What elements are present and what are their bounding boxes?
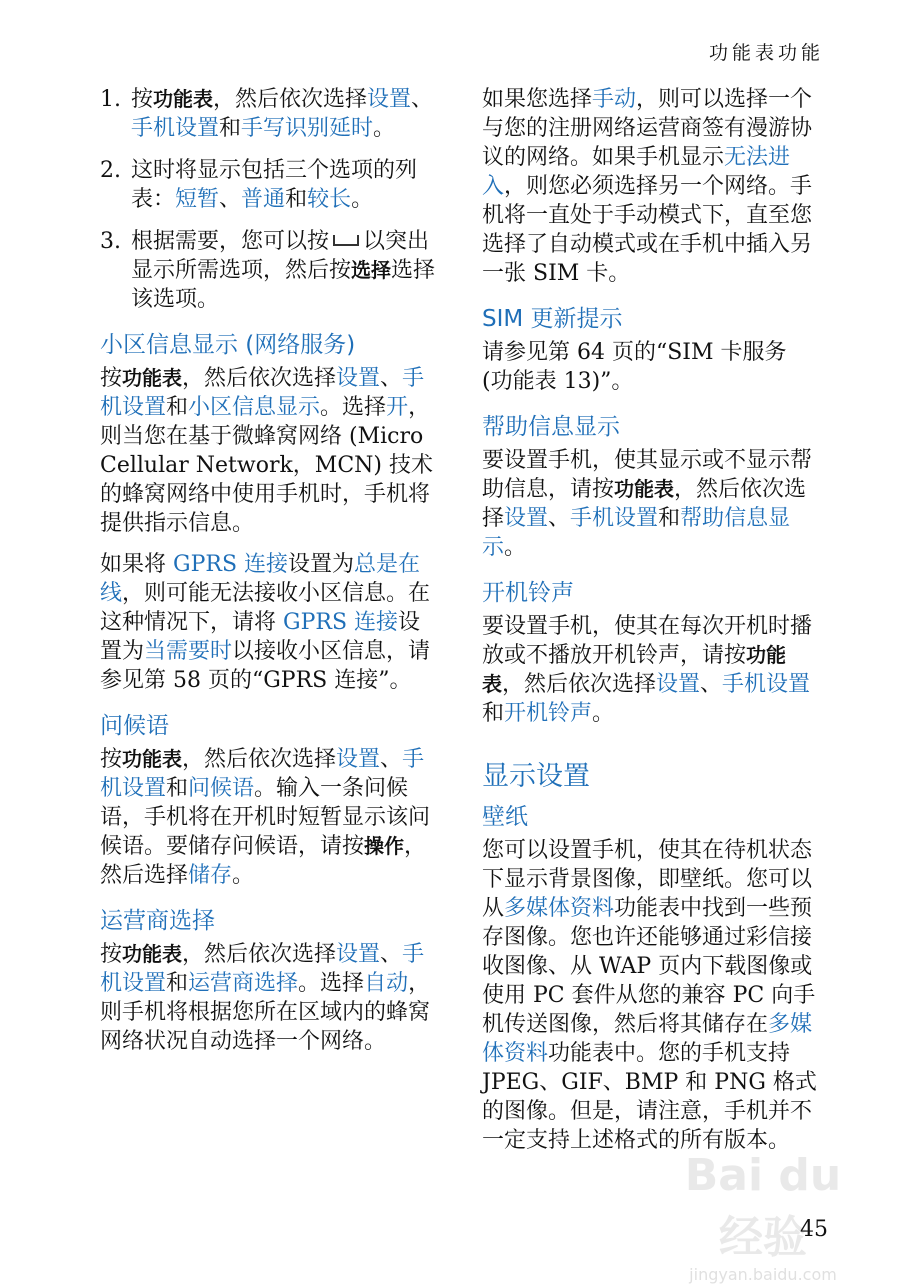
link-gprs-connection[interactable]: GPRS 连接 — [283, 610, 399, 635]
section-title-startup-tone: 开机铃声 — [482, 580, 574, 606]
link-settings[interactable]: 设置 — [504, 506, 549, 531]
link-settings[interactable]: 设置 — [367, 87, 412, 112]
link-long[interactable]: 较长 — [307, 187, 352, 212]
paragraph: 按功能表，然后依次选择设置、手机设置和运营商选择。选择自动，则手机将根据您所在区域内的蜂窝网络状况自动选择一个网络。 — [100, 942, 431, 1054]
paragraph: 按功能表，然后依次选择设置、手机设置和小区信息显示。选择开，则当您在基于微蜂窝网络 (Micro Cellular Network，MCN) 技术的蜂窝网络中使用手机时，手机将提供指示信息。 — [100, 366, 433, 536]
link-no-access[interactable]: 无法进入 — [482, 145, 791, 199]
link-save[interactable]: 储存 — [188, 863, 233, 888]
link-manual[interactable]: 手动 — [592, 87, 637, 112]
scroll-key-icon — [333, 235, 359, 246]
link-phone-settings[interactable]: 手机设置 — [570, 506, 659, 531]
link-short[interactable]: 短暂 — [175, 187, 220, 212]
link-gallery[interactable]: 多媒体资料 — [504, 896, 615, 921]
link-gallery[interactable]: 多媒体资料 — [482, 1012, 813, 1066]
watermark-logo: Bai du 经验 — [684, 1150, 842, 1263]
watermark-url: jingyan.baidu.com — [689, 1265, 837, 1284]
steps-list — [100, 85, 440, 314]
link-help-display[interactable]: 帮助信息显示 — [482, 506, 791, 560]
link-settings[interactable]: 设置 — [336, 366, 381, 391]
section-title-cell-info: 小区信息显示 (网络服务) — [100, 332, 356, 358]
section-title-wallpaper: 壁纸 — [482, 804, 528, 830]
link-settings[interactable]: 设置 — [336, 747, 381, 772]
section-title-greeting: 问候语 — [100, 713, 169, 739]
section-title-sim-update: SIM 更新提示 — [482, 306, 623, 332]
section-title-operator: 运营商选择 — [100, 908, 215, 934]
left-column — [100, 85, 440, 1068]
paragraph: 按功能表，然后依次选择设置、手机设置和问候语。输入一条问候语，手机将在开机时短暂显示该问候语。要储存问候语，请按操作，然后选择储存。 — [100, 747, 431, 888]
section-title-help-display: 帮助信息显示 — [482, 414, 620, 440]
list-item: 3. 根据需要，您可以按 以突出显示所需选项，然后按选择选择该选项。 — [100, 229, 436, 312]
link-always-online[interactable]: 总是在线 — [100, 552, 421, 606]
link-handwriting-delay[interactable]: 手写识别延时 — [241, 116, 374, 141]
paragraph: 要设置手机，使其在每次开机时播放或不播放开机铃声，请按功能表，然后依次选择设置、手机设置和开机铃声。 — [482, 614, 813, 726]
paragraph: 如果您选择手动，则可以选择一个与您的注册网络运营商签有漫游协议的网络。如果手机显示无法进入，则您必须选择另一个网络。手机将一直处于手动模式下，直至您选择了自动模式或在手机中插入另一张 SIM 卡。 — [482, 87, 813, 286]
link-automatic[interactable]: 自动 — [364, 971, 409, 996]
link-operator-selection[interactable]: 运营商选择 — [188, 971, 299, 996]
link-on[interactable]: 开 — [386, 395, 409, 420]
link-cell-info-display[interactable]: 小区信息显示 — [188, 395, 321, 420]
running-header: 功能表功能 — [708, 42, 824, 64]
link-normal[interactable]: 普通 — [241, 187, 286, 212]
link-phone-settings[interactable]: 手机设置 — [131, 116, 220, 141]
link-greeting[interactable]: 问候语 — [188, 776, 255, 801]
link-phone-settings[interactable]: 手机设置 — [100, 942, 425, 996]
list-item: 1. 按功能表，然后依次选择设置、手机设置和手写识别延时。 — [100, 87, 434, 141]
link-when-needed[interactable]: 当需要时 — [144, 639, 233, 664]
link-startup-tone[interactable]: 开机铃声 — [504, 701, 593, 726]
link-phone-settings[interactable]: 手机设置 — [100, 747, 425, 801]
link-settings[interactable]: 设置 — [336, 942, 381, 967]
chapter-title-display-settings: 显示设置 — [482, 761, 590, 792]
paragraph: 如果将 GPRS 连接设置为总是在线，则可能无法接收小区信息。在这种情况下，请将 GPRS 连接设置为当需要时以接收小区信息，请参见第 58 页的“GPRS 连接”。 — [100, 552, 431, 693]
list-item: 2. 这时将显示包括三个选项的列表：短暂、普通和较长。 — [100, 158, 418, 212]
link-gprs-connection[interactable]: GPRS 连接 — [173, 552, 289, 577]
link-phone-settings[interactable]: 手机设置 — [100, 366, 425, 420]
paragraph: 要设置手机，使其显示或不显示帮助信息，请按功能表，然后依次选择设置、手机设置和帮助信息显示。 — [482, 448, 813, 560]
link-phone-settings[interactable]: 手机设置 — [722, 672, 811, 697]
right-column — [482, 85, 822, 1167]
paragraph: 您可以设置手机，使其在待机状态下显示背景图像，即壁纸。您可以从多媒体资料功能表中找到一些预存图像。您也许还能够通过彩信接收图像、从 WAP 页内下载图像或使用 PC 套件从您的兼容 PC 向手机传送图像，然后将其储存在多媒体资料功能表中。您的手机支持 JPEG、GIF、BMP 和 PNG 格式的图像。但是，请注意，手机并不一定支持上述格式的所有版本。 — [482, 838, 817, 1153]
link-settings[interactable]: 设置 — [656, 672, 701, 697]
paragraph: 请参见第 64 页的“SIM 卡服务 (功能表 13)”。 — [482, 340, 787, 394]
page-number: 45 — [800, 1217, 828, 1242]
